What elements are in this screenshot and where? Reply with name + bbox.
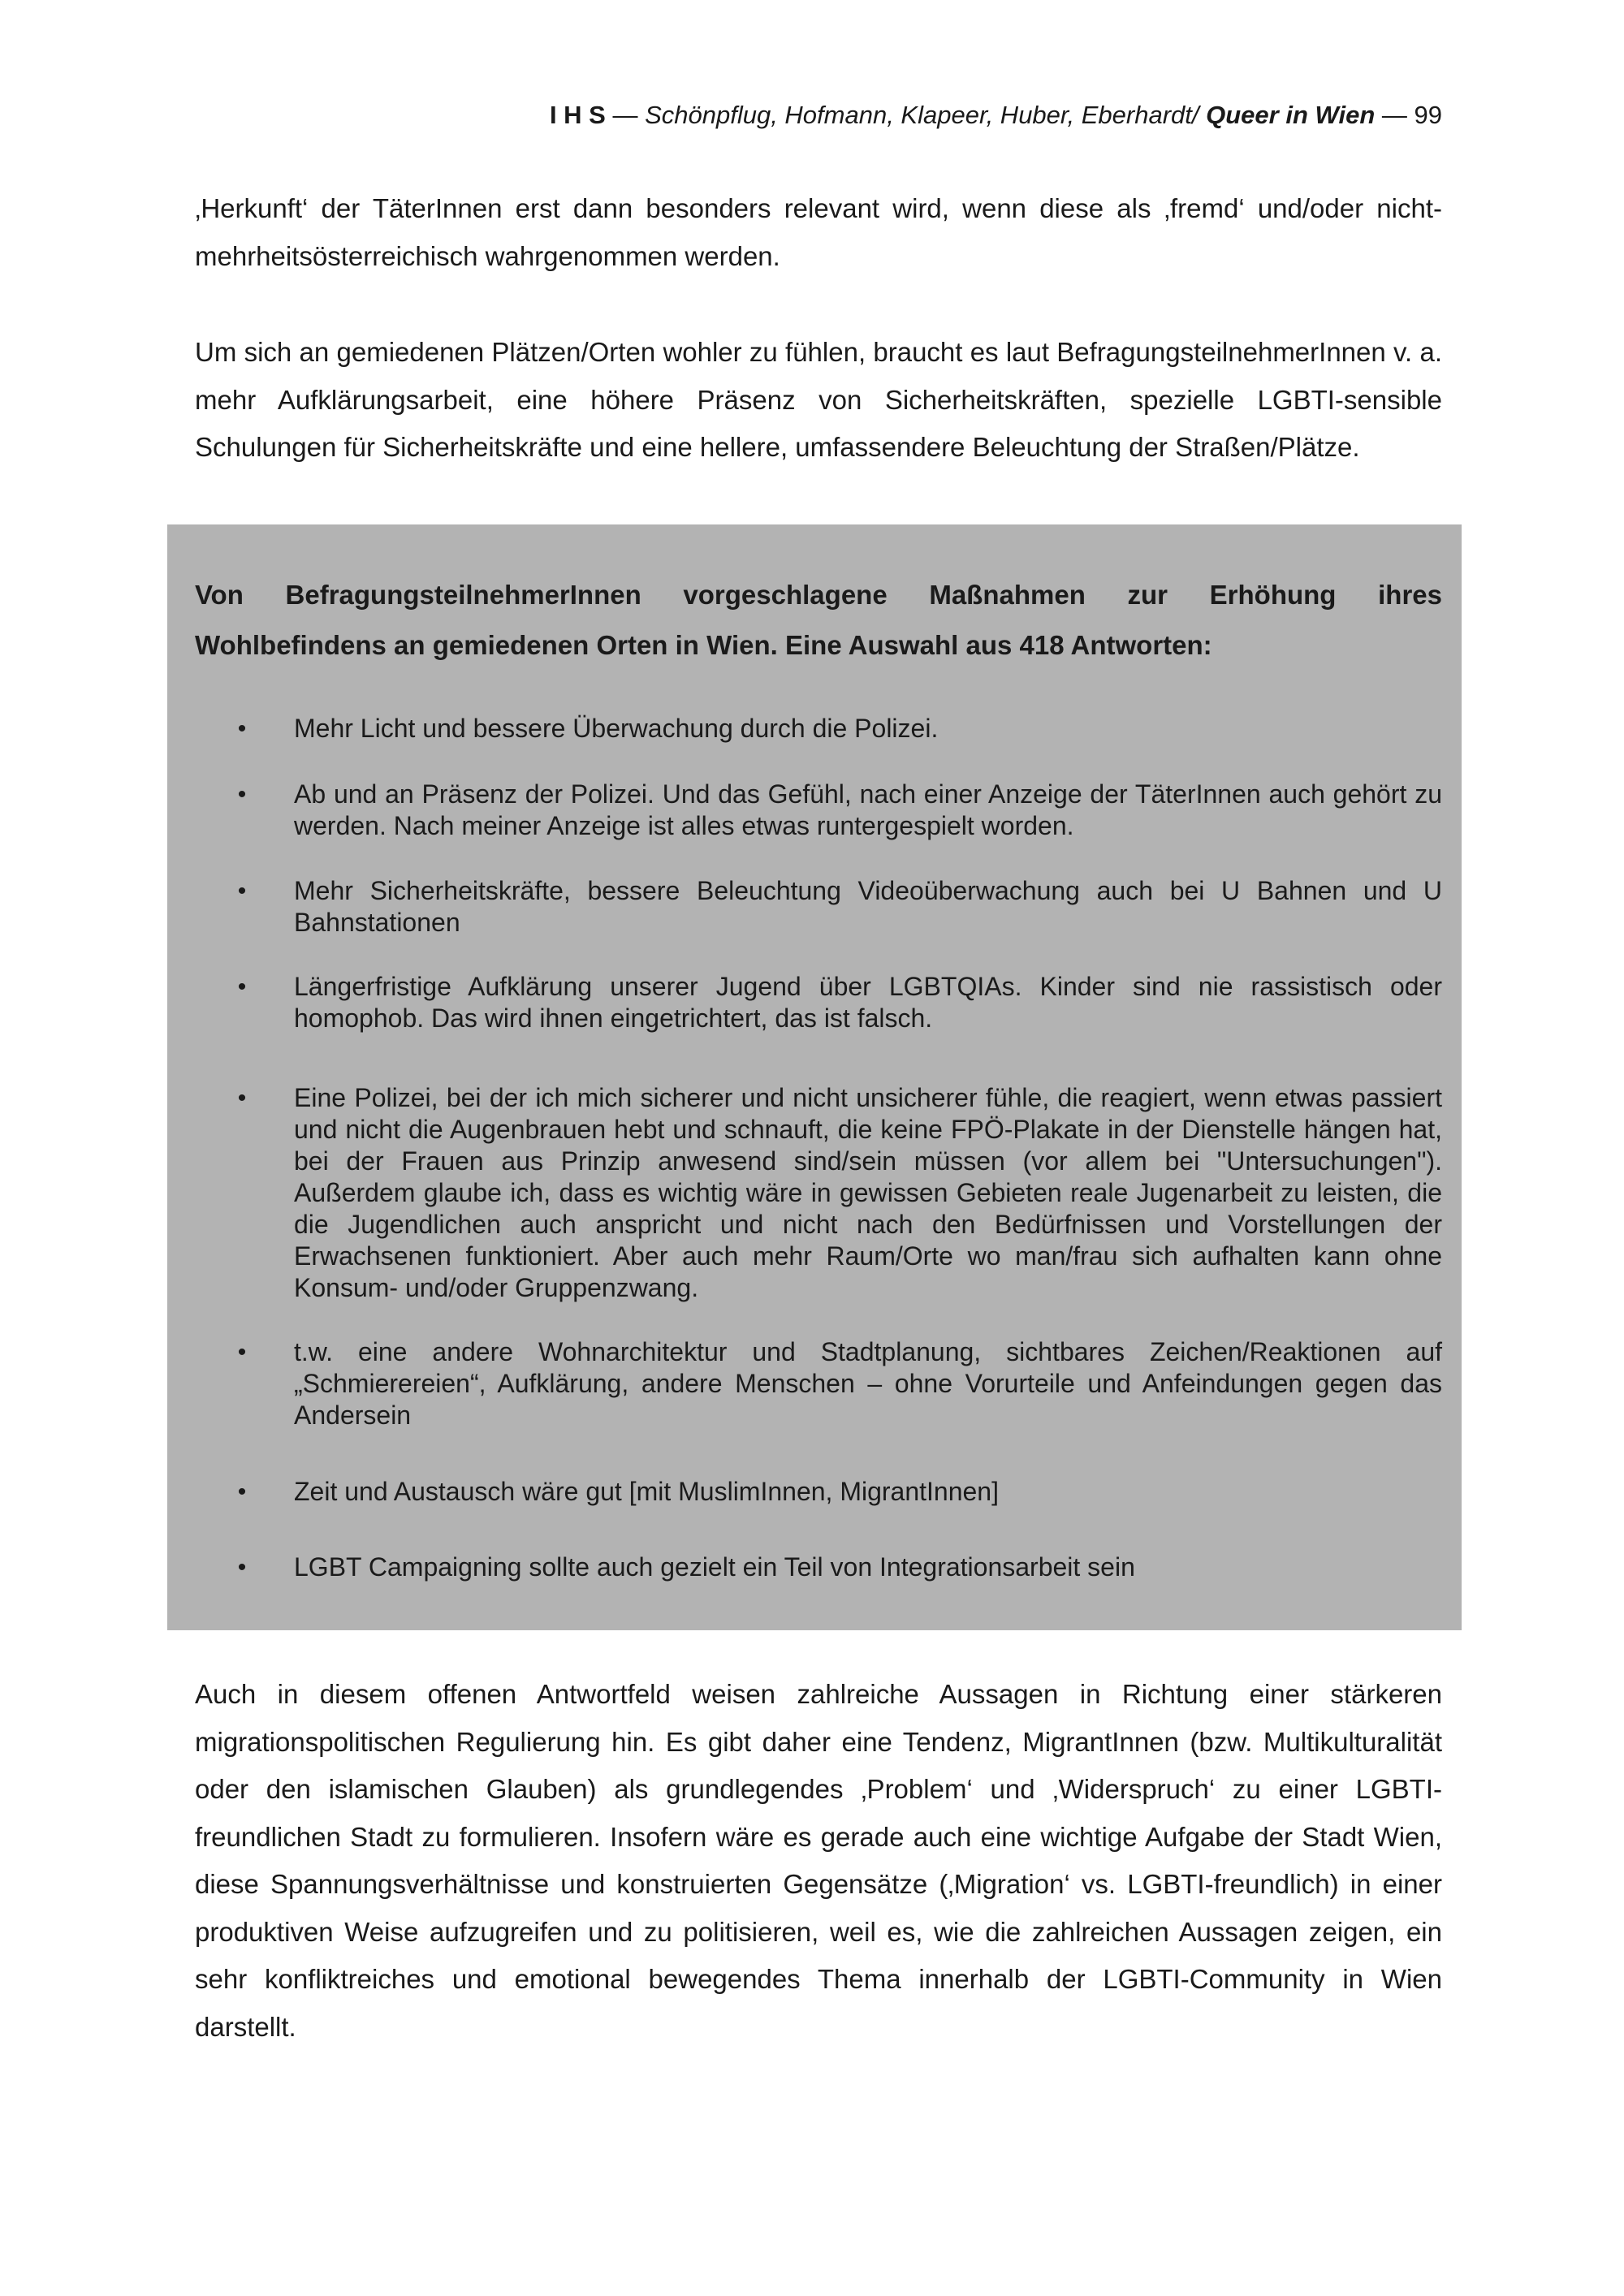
box-heading-line-2: Wohlbefindens an gemiedenen Orten in Wien. Eine Auswahl aus 418 Antworten: (195, 630, 1212, 660)
list-item (237, 1552, 1442, 1583)
header-dash-2: — (1375, 101, 1415, 129)
list-item-text: Mehr Sicherheitskräfte, bessere Beleuchtung Videoüberwachung auch bei U Bahnen und U Bahnstationen (294, 876, 1442, 937)
page-number: 99 (1414, 101, 1442, 129)
bullet-icon: • (237, 878, 247, 904)
bullet-icon: • (237, 1554, 247, 1581)
list-item-text: Ab und an Präsenz der Polizei. Und das Gefühl, nach einer Anzeige der TäterInnen auch gehört zu werden. Nach meiner Anzeige ist alles etwas runtergespielt worden. (294, 779, 1442, 840)
list-item-text: Mehr Licht und bessere Überwachung durch die Polizei. (294, 714, 939, 743)
body-paragraph-3: Auch in diesem offenen Antwortfeld weisen zahlreiche Aussagen in Richtung einer stärkeren migrationspolitischen Regulierung hin. Es gibt daher eine Tendenz, MigrantInnen (bzw. Multikulturalität oder den islamischen Glauben) als grundlegendes ‚Problem‘ und ‚Widerspruch‘ zu einer LGBTI-freundlichen Stadt zu formulieren. Insofern wäre es gerade auch eine wichtige Aufgabe der Stadt Wien, diese Spannungsverhältnisse und konstruierten Gegensätze (‚Migration‘ vs. LGBTI-freundlich) in einer produktiven Weise aufzugreifen und zu politisieren, weil es, wie die zahlreichen Aussagen zeigen, ein sehr konfliktreiches und emotional bewegendes Thema innerhalb der LGBTI-Community in Wien darstellt. (195, 1679, 1442, 2042)
bullet-icon: • (237, 715, 247, 742)
list-item (237, 713, 1442, 744)
box-heading-line-1: Von BefragungsteilnehmerInnen vorgeschlagene Maßnahmen zur Erhöhung ihres (195, 580, 1442, 610)
header-dash-1: — (605, 101, 646, 129)
list-item-text: LGBT Campaigning sollte auch gezielt ein Teil von Integrationsarbeit sein (294, 1552, 1135, 1582)
list-item (237, 1336, 1442, 1431)
list-item (237, 875, 1442, 939)
body-paragraph-1: ‚Herkunft‘ der TäterInnen erst dann besonders relevant wird, wenn diese als ‚fremd‘ und/oder nicht-mehrheitsösterreichisch wahrgenommen werden. (195, 193, 1442, 271)
list-item-text: t.w. eine andere Wohnarchitektur und Stadtplanung, sichtbares Zeichen/Reaktionen auf „Schmierereien“, Aufklärung, andere Menschen – ohne Vorurteile und Anfeindungen gegen das Andersein (294, 1337, 1442, 1430)
list-item (237, 1476, 1442, 1508)
bullet-icon: • (237, 973, 247, 1000)
header-authors: Schönpflug, Hofmann, Klapeer, Huber, Eberhardt/ (645, 101, 1207, 129)
bullet-icon: • (237, 1085, 247, 1111)
running-header (195, 99, 1442, 132)
list-item-text: Zeit und Austausch wäre gut [mit MuslimInnen, MigrantInnen] (294, 1477, 999, 1506)
list-item-text: Längerfristige Aufklärung unserer Jugend über LGBTQIAs. Kinder sind nie rassistisch oder homophob. Das wird ihnen eingetrichtert, das ist falsch. (294, 972, 1442, 1033)
bullet-icon: • (237, 781, 247, 808)
bullet-icon: • (237, 1339, 247, 1366)
box-heading (195, 570, 1442, 671)
list-item (237, 1082, 1442, 1304)
list-item (237, 971, 1442, 1034)
bullet-icon: • (237, 1478, 247, 1505)
header-org: I H S (549, 101, 606, 129)
body-paragraph-2: Um sich an gemiedenen Plätzen/Orten wohler zu fühlen, braucht es laut BefragungsteilnehmerInnen v. a. mehr Aufklärungsarbeit, eine höhere Präsenz von Sicherheitskräften, spezielle LGBTI-sensible Schulungen für Sicherheitskräfte und eine hellere, umfassendere Beleuchtung der Straßen/Plätze. (195, 337, 1442, 462)
survey-responses-box (167, 524, 1462, 1630)
list-item (237, 779, 1442, 842)
list-item-text: Eine Polizei, bei der ich mich sicherer und nicht unsicherer fühle, die reagiert, wenn etwas passiert und nicht die Augenbrauen hebt und schnauft, die keine FPÖ-Plakate in der Dienstelle hängen hat, bei der Frauen aus Prinzip anwesend sind/sein müssen (vor allem bei "Untersuchungen"). Außerdem glaube ich, dass es wichtig wäre in gewissen Gebieten reale Jugenarbeit zu leisten, die die Jugendlichen auch anspricht und nicht nach den Bedürfnissen und Vorstellungen der Erwachsenen funktioniert. Aber auch mehr Raum/Orte wo man/frau sich aufhalten kann ohne Konsum- und/oder Gruppenzwang. (294, 1083, 1442, 1302)
header-title: Queer in Wien (1206, 101, 1376, 129)
